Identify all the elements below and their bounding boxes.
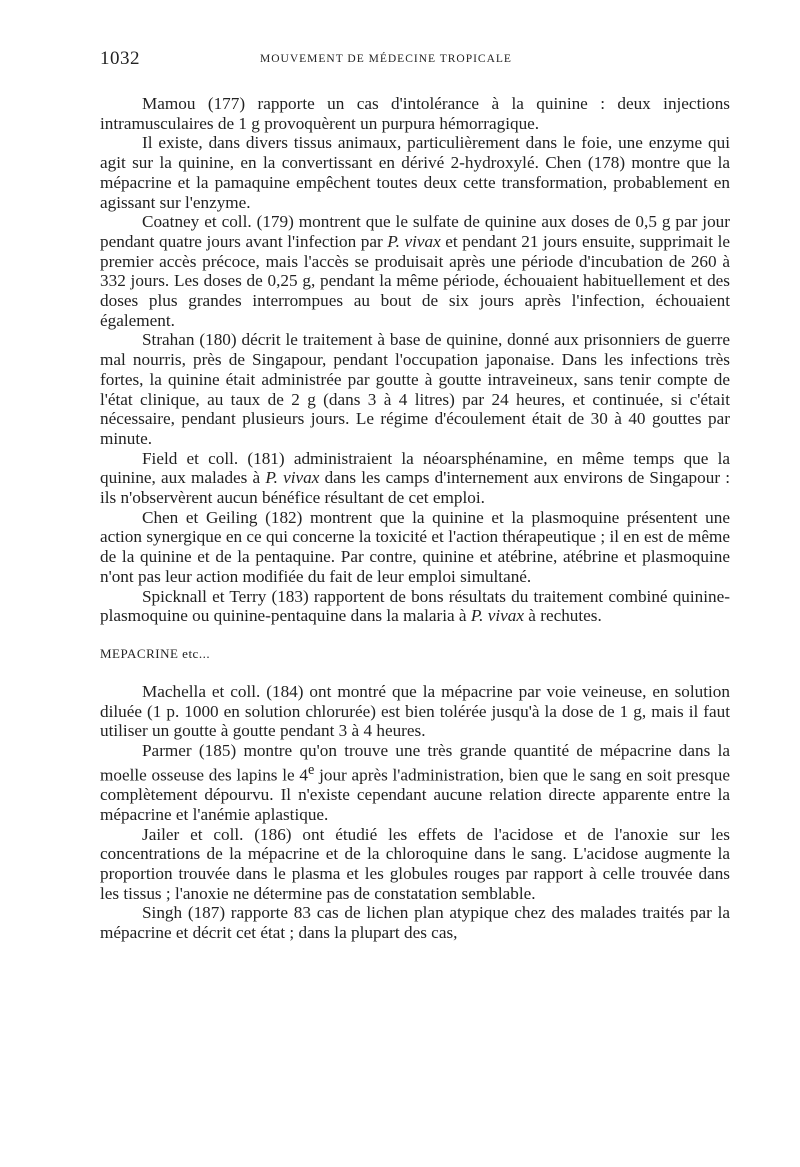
paragraph: Il existe, dans divers tissus animaux, particulièrement dans le foie, une enzyme qui agit sur la quinine, en la convertissant en dérivé 2-hydroxylé. Chen (178) montre que la mépacrine et la pamaquine empêchent toutes deux cette transformation, probablement en agissant sur l'enzyme. (100, 133, 730, 212)
paragraph: Parmer (185) montre qu'on trouve une très grande quantité de mépacrine dans la moelle osseuse des lapins le 4e jour après l'administration, bien que le sang en soit presque complètement dépourvu. Il n'existe cependant aucune relation directe apparente entre la mépacrine et l'anémie aplastique. (100, 741, 731, 824)
running-title: MOUVEMENT DE MÉDECINE TROPICALE (260, 53, 512, 65)
section-heading: MEPACRINE etc... (100, 645, 211, 661)
page-header (100, 48, 730, 78)
page-number: 1032 (100, 48, 140, 69)
paragraph: Jailer et coll. (186) ont étudié les effets de l'acidose et de l'anoxie sur les concentrations de la mépacrine et de la chloroquine dans le sang. L'acidose augmente la proportion trouvée dans le plasma et les globules rouges par rapport à celle trouvée dans les tissus ; l'anoxie ne détermine pas de constatation semblable. (100, 824, 730, 903)
body-before (100, 94, 730, 626)
paragraph: Field et coll. (181) administraient la néoarsphénamine, en même temps que la quinine, aux malades à P. vivax dans les camps d'internement aux environs de Singapour : ils n'observèrent aucun bénéfice résultant de cet emploi. (100, 448, 731, 508)
paragraph: Mamou (177) rapporte un cas d'intolérance à la quinine : deux injections intramusculaires de 1 g provoquèrent un purpura hémorragique. (100, 94, 730, 133)
paragraph: Machella et coll. (184) ont montré que la mépacrine par voie veineuse, en solution diluée (1 p. 1000 en solution chlorurée) est bien tolérée jusqu'à la dose de 1 g, mais il faut utiliser un goutte à goutte pendant 3 à 4 heures. (100, 681, 730, 741)
paragraph: Singh (187) rapporte 83 cas de lichen plan atypique chez des malades traités par la mépacrine et décrit cet état ; dans la plupart des cas, (100, 903, 730, 943)
paragraph: Strahan (180) décrit le traitement à base de quinine, donné aux prisonniers de guerre mal nourris, près de Singapour, pendant l'occupation japonaise. Dans les infections très fortes, la quinine était administrée par goutte à goutte intraveineux, sans tenir compte de l'état clinique, au taux de 2 g (dans 3 à 4 litres) par 24 heures, et continuée, si c'était nécessaire, pendant plusieurs jours. Le régime d'écoulement était de 30 à 40 gouttes par minute. (100, 330, 730, 448)
paragraph: Coatney et coll. (179) montrent que le sulfate de quinine aux doses de 0,5 g par jour pendant quatre jours avant l'infection par P. vivax et pendant 21 jours ensuite, supprimait le premier accès précoce, mais l'accès se produisait après une période d'incubation de 260 à 332 jours. Les doses de 0,25 g, pendant la même période, échouaient habituellement et des doses plus grandes interrompues au bout de six jours après l'infection, échouaient également. (100, 212, 730, 330)
paragraph: Spicknall et Terry (183) rapportent de bons résultats du traitement combiné quinine-plasmoquine ou quinine-pentaquine dans la malaria à P. vivax à rechutes. (100, 586, 730, 626)
document-page (100, 48, 730, 943)
body-after (100, 682, 730, 943)
paragraph: Chen et Geiling (182) montrent que la quinine et la plasmoquine présentent une action synergique en ce qui concerne la toxicité et l'action thérapeutique ; il en est de même de la quinine et de la pentaquine. Par contre, quinine et atébrine, atébrine et plasmoquine n'ont pas leur action modifiée du fait de leur emploi simultané. (100, 507, 730, 586)
